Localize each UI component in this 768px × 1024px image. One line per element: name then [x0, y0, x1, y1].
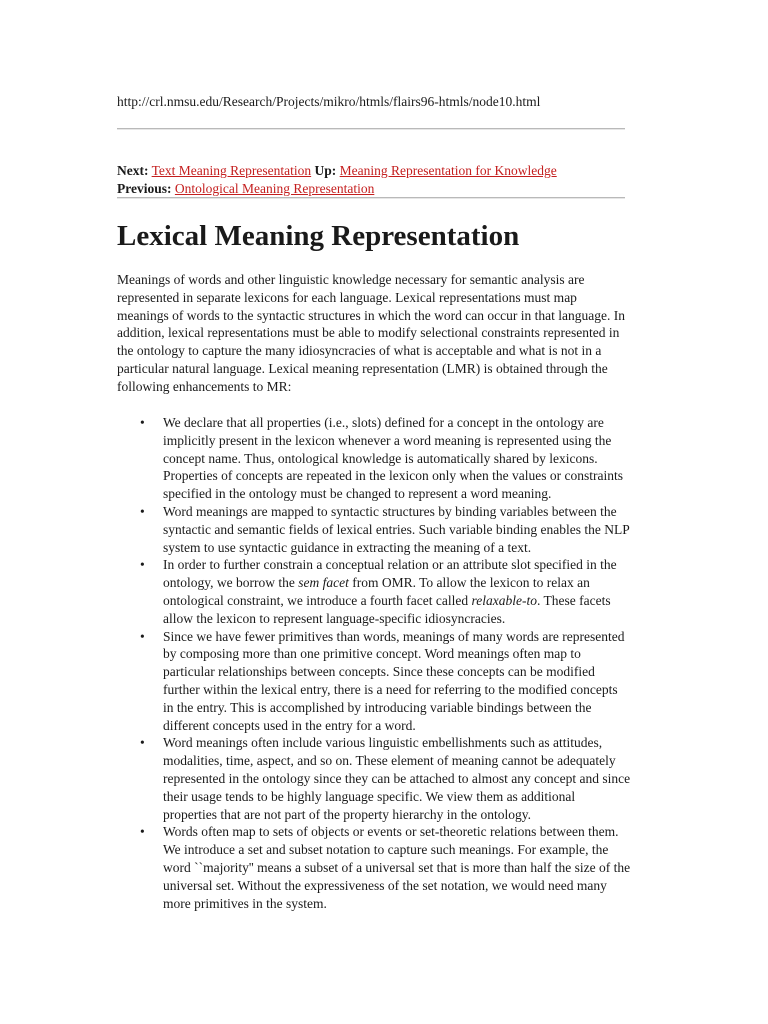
sem-facet-term: sem facet	[298, 575, 349, 591]
list-item-text: from OMR. To allow the lexicon to relax an ontological constraint, we introduce a fourth facet called	[163, 575, 590, 608]
previous-link[interactable]: Ontological Meaning Representation	[174, 181, 375, 196]
navigation-panel	[117, 162, 557, 198]
nav-row-previous	[117, 180, 557, 198]
relaxable-to-term: relaxable-to	[471, 592, 537, 608]
top-divider	[117, 128, 625, 130]
previous-label: Previous:	[117, 181, 172, 196]
up-link[interactable]: Meaning Representation for Knowledge	[339, 163, 557, 178]
list-item: • Since we have fewer primitives than words, meanings of many words are represented by composing more than one primitive concept. Word meanings often map to particular relationships between concepts. Since these concepts can be modified further within the lexical entry, there is a need for referring to the modified concepts in the entry. This is accomplished by introducing variable bindings between the different concepts used in the entry for a word.	[163, 628, 631, 735]
list-item: • Word meanings are mapped to syntactic structures by binding variables between the syntactic and semantic fields of lexical entries. Such variable binding enables the NLP system to use syntactic guidance in extracting the meaning of a text.	[163, 503, 631, 556]
next-label: Next:	[117, 163, 149, 178]
list-item: • Words often map to sets of objects or events or set-theoretic relations between them. We introduce a set and subset notation to capture such meanings. For example, the word ``majority'' means a subset of a universal set that is more than half the size of the universal set. Without the expressiveness of the set notation, we would need many more primitives in the system.	[163, 823, 631, 912]
intro-paragraph: Meanings of words and other linguistic knowledge necessary for semantic analysis are represented in separate lexicons for each language. Lexical representations must map meanings of words to the syntactic structures in which the word can occur in that language. In addition, lexical representations must be able to modify selectional constraints represented in the ontology to capture the many idiosyncracies of what is acceptable and what is not in a particular natural language. Lexical meaning representation (LMR) is obtained through the following enhancements to MR:	[117, 272, 625, 394]
up-label: Up:	[314, 163, 337, 178]
enhancements-list	[117, 414, 631, 912]
list-item	[163, 556, 631, 627]
nav-row-next-up	[117, 162, 557, 180]
list-item-text: In order to further constrain a conceptual relation or an attribute slot specified in the ontology, we borrow the	[163, 557, 617, 591]
list-item: • Word meanings often include various linguistic embellishments such as attitudes, modalities, time, aspect, and so on. These element of meaning cannot be adequately represented in the ontology since they can be attached to almost any concept and since their usage tends to be highly language specific. We view them as additional properties that are not part of the property hierarchy in the ontology.	[163, 734, 631, 823]
source-url: http://crl.nmsu.edu/Research/Projects/mikro/htmls/flairs96-htmls/node10.html	[117, 94, 541, 109]
nav-divider	[117, 197, 625, 199]
next-link[interactable]: Text Meaning Representation	[151, 163, 312, 178]
page-title: Lexical Meaning Representation	[117, 220, 520, 252]
list-item: • We declare that all properties (i.e., slots) defined for a concept in the ontology are implicitly present in the lexicon whenever a word meaning is represented using the concept name. Thus, ontological knowledge is automatically shared by lexicons. Properties of concepts are repeated in the lexicon only when the values or constraints specified in the ontology must be changed to represent a word meaning.	[163, 414, 631, 503]
list-item-text: . These facets allow the lexicon to represent language-specific idiosyncracies.	[163, 592, 611, 626]
